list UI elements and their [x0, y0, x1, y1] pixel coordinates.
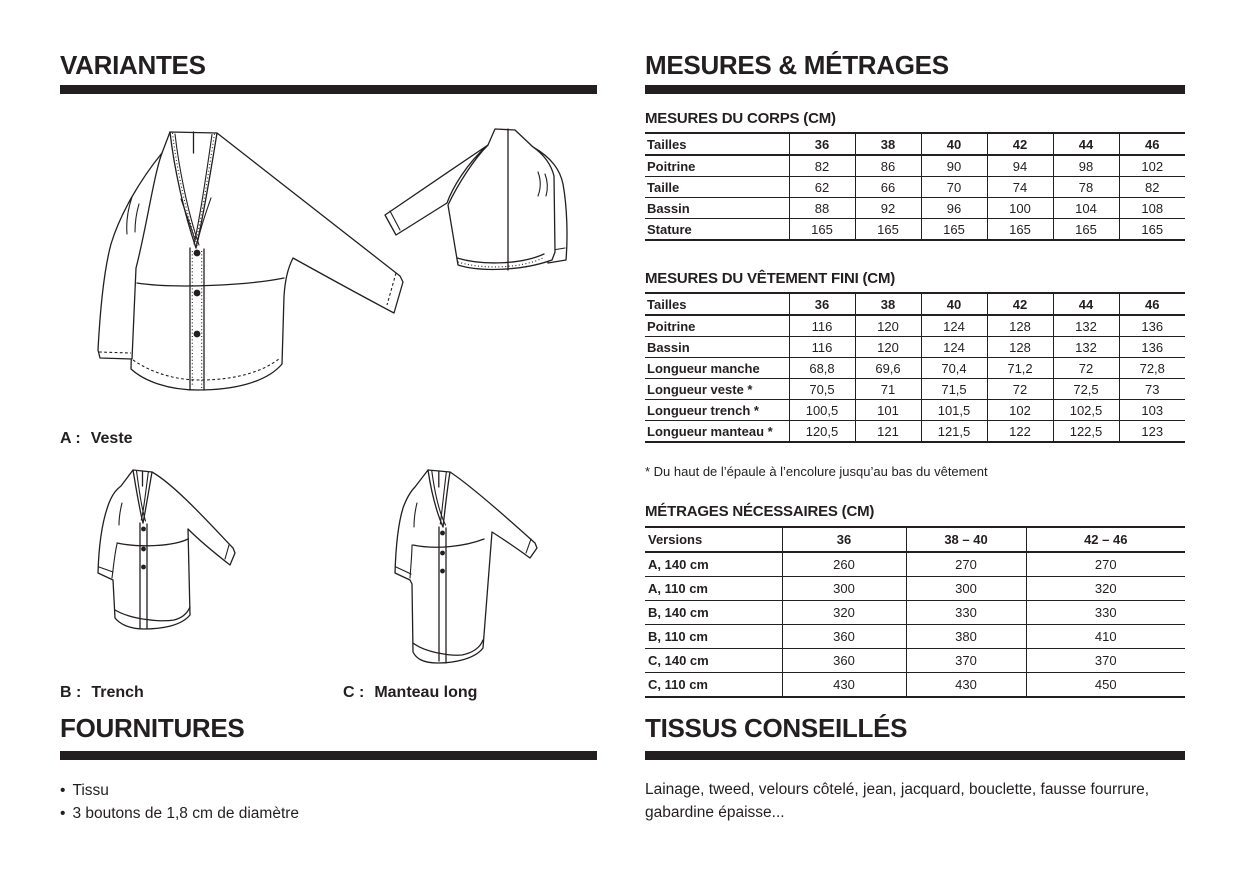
table-row	[645, 673, 1185, 698]
table-cell: 136	[1119, 315, 1185, 337]
table-cell: 132	[1053, 315, 1119, 337]
table-row	[645, 577, 1185, 601]
table-cell: 70,5	[789, 379, 855, 400]
variant-label-c	[343, 684, 477, 702]
tissus-text: Lainage, tweed, velours côtelé, jean, jacquard, bouclette, fausse fourrure, gabardine épaisse...	[645, 781, 1150, 821]
table-cell: 72	[987, 379, 1053, 400]
row-label: A, 140 cm	[645, 552, 782, 577]
table-cell: 102	[1119, 155, 1185, 177]
table-cell: 165	[789, 219, 855, 241]
table-cell: 320	[1026, 577, 1185, 601]
table-row	[645, 625, 1185, 649]
variant-name: Trench	[91, 684, 144, 701]
row-label: C, 110 cm	[648, 677, 708, 692]
table-cell: 120	[855, 315, 921, 337]
table-cell: 320	[782, 601, 906, 625]
table-row	[645, 155, 1185, 177]
row-label: Poitrine	[645, 315, 789, 337]
row-label: Bassin	[645, 337, 789, 358]
corps-heading: MESURES DU CORPS (CM)	[645, 110, 836, 127]
corps-table	[645, 132, 1185, 241]
table-cell: 82	[789, 155, 855, 177]
table-cell: 330	[1026, 601, 1185, 625]
table-cell: 430	[782, 673, 906, 698]
table-row	[645, 379, 1185, 400]
table-cell: 450	[1026, 673, 1185, 698]
column-header: 46	[1119, 293, 1185, 315]
table-cell: 132	[1053, 337, 1119, 358]
table-cell: 128	[987, 315, 1053, 337]
column-header: 40	[921, 293, 987, 315]
row-label: Longueur manteau *	[647, 423, 773, 439]
table-cell: 73	[1119, 379, 1185, 400]
fournitures-divider	[60, 751, 597, 760]
table-cell: 101	[855, 400, 921, 421]
column-header: 42 – 46	[1026, 527, 1185, 552]
table-cell: 124	[921, 337, 987, 358]
column-header: 38 – 40	[906, 527, 1026, 552]
table-cell: 300	[782, 577, 906, 601]
table-cell: 128	[987, 337, 1053, 358]
row-label: Bassin	[645, 198, 789, 219]
tissus-title: TISSUS CONSEILLÉS	[645, 713, 908, 743]
table-cell: 78	[1053, 177, 1119, 198]
variant-key: A :	[60, 430, 81, 447]
table-cell: 103	[1119, 400, 1185, 421]
row-label: Stature	[647, 221, 692, 237]
table-cell: 410	[1026, 625, 1185, 649]
table-cell: 70,4	[921, 358, 987, 379]
table-cell: 370	[1026, 649, 1185, 673]
table-cell: 123	[1119, 421, 1185, 443]
fini-heading: MESURES DU VÊTEMENT FINI (CM)	[645, 270, 896, 287]
table-cell: 360	[782, 625, 906, 649]
table-cell: 94	[987, 155, 1053, 177]
column-header: 46	[1119, 133, 1185, 155]
table-cell: 66	[855, 177, 921, 198]
table-row	[645, 552, 1185, 577]
table-row	[645, 421, 1185, 443]
list-item: • Tissu	[60, 779, 299, 802]
row-label: B, 110 cm	[645, 625, 782, 649]
column-header: 36	[782, 527, 906, 552]
table-cell: 360	[782, 649, 906, 673]
table-cell: 70	[921, 177, 987, 198]
table-cell: 90	[921, 155, 987, 177]
trench-drawing	[98, 470, 235, 629]
table-cell: 72	[1053, 358, 1119, 379]
table-cell: 62	[789, 177, 855, 198]
column-header: 42	[987, 293, 1053, 315]
veste-front-drawing	[98, 132, 403, 390]
table-row	[645, 649, 1185, 673]
variantes-title: VARIANTES	[60, 50, 206, 80]
variant-key: C :	[343, 684, 365, 701]
variant-name: Veste	[90, 430, 133, 447]
column-header: 36	[789, 133, 855, 155]
column-header: 40	[921, 133, 987, 155]
veste-back-drawing	[385, 129, 567, 270]
variant-label-a	[60, 430, 133, 448]
variantes-divider	[60, 85, 597, 94]
garment-illustrations	[60, 112, 600, 732]
table-cell: 71,2	[987, 358, 1053, 379]
table-cell: 270	[906, 552, 1026, 577]
table-cell: 102,5	[1053, 400, 1119, 421]
table-cell: 100,5	[789, 400, 855, 421]
column-header: 42	[987, 133, 1053, 155]
table-cell: 100	[987, 198, 1053, 219]
row-label: B, 140 cm	[645, 601, 782, 625]
table-header-row	[645, 293, 1185, 315]
table-cell: 74	[987, 177, 1053, 198]
table-cell: 270	[1026, 552, 1185, 577]
table-cell: 116	[789, 315, 855, 337]
table-cell: 124	[921, 315, 987, 337]
table-cell: 430	[906, 673, 1026, 698]
table-row	[645, 315, 1185, 337]
table-row	[645, 219, 1185, 241]
table-cell: 72,5	[1053, 379, 1119, 400]
table-header-row	[645, 133, 1185, 155]
table-cell: 71,5	[921, 379, 987, 400]
table-row	[645, 198, 1185, 219]
table-cell: 300	[906, 577, 1026, 601]
variant-name: Manteau long	[374, 684, 478, 701]
table-cell: 120	[855, 337, 921, 358]
table-cell: 98	[1053, 155, 1119, 177]
table-cell: 68,8	[789, 358, 855, 379]
table-cell: 101,5	[921, 400, 987, 421]
table-cell: 165	[855, 219, 921, 241]
table-cell: 72,8	[1119, 358, 1185, 379]
fini-table	[645, 292, 1185, 443]
column-header: 38	[855, 293, 921, 315]
table-row	[645, 177, 1185, 198]
table-cell: 165	[987, 219, 1053, 241]
table-cell: 136	[1119, 337, 1185, 358]
column-header: 44	[1053, 133, 1119, 155]
mesures-title: MESURES & MÉTRAGES	[645, 50, 949, 80]
row-label: A, 110 cm	[645, 577, 782, 601]
list-item: • 3 boutons de 1,8 cm de diamètre	[60, 802, 299, 825]
row-label: C, 140 cm	[645, 649, 782, 673]
metrages-table	[645, 526, 1185, 698]
table-cell: 330	[906, 601, 1026, 625]
table-header-row	[645, 527, 1185, 552]
row-label-header: Versions	[645, 527, 782, 552]
variant-key: B :	[60, 684, 82, 701]
table-cell: 122	[987, 421, 1053, 443]
table-cell: 380	[906, 625, 1026, 649]
table-cell: 165	[1053, 219, 1119, 241]
table-cell: 88	[789, 198, 855, 219]
fournitures-list	[60, 779, 299, 825]
row-label: Taille	[645, 177, 789, 198]
column-header: 36	[789, 293, 855, 315]
table-cell: 108	[1119, 198, 1185, 219]
column-header: 44	[1053, 293, 1119, 315]
table-cell: 71	[855, 379, 921, 400]
variant-label-b	[60, 684, 144, 702]
mesures-divider	[645, 85, 1185, 94]
table-cell: 120,5	[789, 421, 855, 443]
fournitures-title: FOURNITURES	[60, 713, 245, 743]
table-row	[645, 400, 1185, 421]
table-cell: 165	[921, 219, 987, 241]
table-row	[645, 337, 1185, 358]
manteau-long-drawing	[395, 470, 537, 663]
row-label: Longueur manche	[645, 358, 789, 379]
metrages-heading: MÉTRAGES NÉCESSAIRES (CM)	[645, 503, 875, 520]
table-row	[645, 601, 1185, 625]
table-cell: 102	[987, 400, 1053, 421]
table-cell: 260	[782, 552, 906, 577]
table-cell: 165	[1119, 219, 1185, 241]
table-cell: 86	[855, 155, 921, 177]
column-header: 38	[855, 133, 921, 155]
table-cell: 116	[789, 337, 855, 358]
row-label: Poitrine	[645, 155, 789, 177]
row-label: Longueur trench *	[645, 400, 789, 421]
table-cell: 122,5	[1053, 421, 1119, 443]
tissus-divider	[645, 751, 1185, 760]
row-label-header: Tailles	[645, 293, 789, 315]
table-cell: 121	[855, 421, 921, 443]
table-cell: 96	[921, 198, 987, 219]
row-label: Longueur veste *	[645, 379, 789, 400]
table-cell: 370	[906, 649, 1026, 673]
table-cell: 104	[1053, 198, 1119, 219]
table-cell: 82	[1119, 177, 1185, 198]
table-cell: 121,5	[921, 421, 987, 443]
table-cell: 92	[855, 198, 921, 219]
table-row	[645, 358, 1185, 379]
table-cell: 69,6	[855, 358, 921, 379]
row-label-header: Tailles	[645, 133, 789, 155]
fini-footnote: * Du haut de l’épaule à l’encolure jusqu’au bas du vêtement	[645, 464, 988, 479]
